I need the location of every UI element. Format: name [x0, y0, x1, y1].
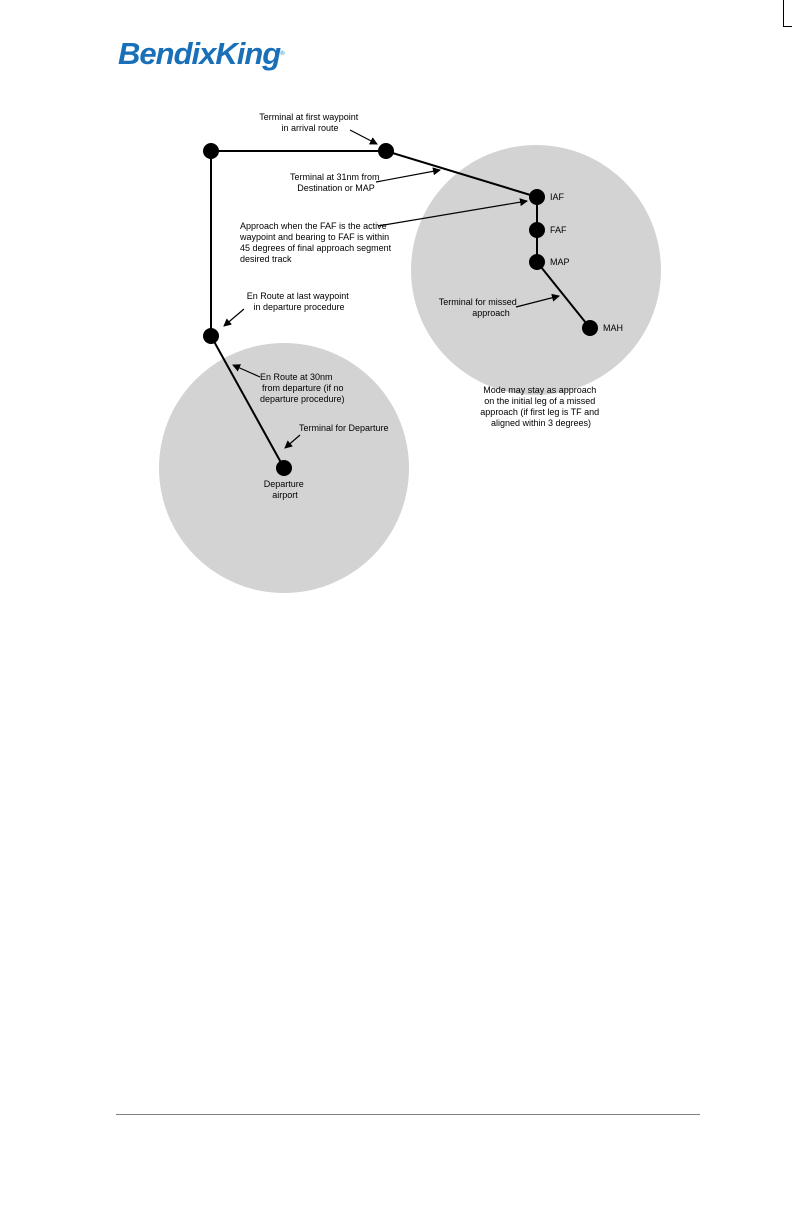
annotation-en-route-last-waypoint [247, 291, 352, 312]
waypoint-mah [582, 320, 598, 336]
label-departure-line-1: Departure [263, 479, 304, 489]
annotation-mode-stay-approach-line-1: Mode may stay as approach [483, 385, 597, 395]
annotation-terminal-31nm [290, 172, 382, 193]
annotation-en-route-30nm-line-2: from departure (if no [262, 383, 344, 393]
arrow-terminal-first-waypoint [350, 130, 377, 144]
brand-name: BendixKing [118, 36, 281, 71]
waypoint-arrival-first [378, 143, 394, 159]
annotation-mode-stay-approach-line-3: approach (if first leg is TF and [480, 407, 600, 417]
waypoint-departure-airport [276, 460, 292, 476]
annotation-mode-stay-approach-line-2: on the initial leg of a missed [484, 396, 596, 406]
annotation-terminal-first-waypoint-line-1: Terminal at first waypoint [259, 112, 359, 122]
annotation-en-route-last-waypoint-line-2: in departure procedure [253, 302, 345, 312]
label-faf: FAF [550, 225, 567, 235]
annotation-terminal-first-waypoint-line-2: in arrival route [281, 123, 339, 133]
waypoint-faf [529, 222, 545, 238]
annotation-mode-stay-approach [480, 385, 601, 428]
annotation-mode-stay-approach-line-4: aligned within 3 degrees) [490, 418, 592, 428]
annotation-terminal-first-waypoint [259, 112, 361, 133]
annotation-approach-faf-line-1: Approach when the FAF is the active [240, 221, 387, 231]
annotation-en-route-30nm [260, 372, 346, 404]
annotation-terminal-departure: Terminal for Departure [299, 423, 389, 433]
waypoint-map [529, 254, 545, 270]
destination-terminal-zone [411, 145, 661, 395]
annotation-approach-faf-line-4: desired track [240, 254, 292, 264]
waypoint-departure-last [203, 328, 219, 344]
annotation-terminal-31nm-line-2: Destination or MAP [297, 183, 375, 193]
label-iaf: IAF [550, 192, 565, 202]
annotation-approach-faf-line-3: 45 degrees of final approach segment [240, 243, 392, 253]
brand-mark: ® [280, 51, 284, 57]
footer-rule [116, 1114, 700, 1115]
annotation-terminal-missed-line-2: approach [472, 308, 510, 318]
label-mah: MAH [603, 323, 623, 333]
annotation-terminal-31nm-line-1: Terminal at 31nm from [289, 172, 380, 182]
label-departure-line-2: airport [272, 490, 298, 500]
annotation-en-route-30nm-line-1: En Route at 30nm [260, 372, 333, 382]
arrow-en-route-last-waypoint [224, 309, 244, 326]
arrow-terminal-31nm [376, 170, 440, 182]
annotation-approach-faf-line-2: waypoint and bearing to FAF is within [240, 232, 390, 242]
annotation-approach-faf [239, 221, 394, 264]
annotation-en-route-30nm-line-3: departure procedure) [260, 394, 345, 404]
waypoint-iaf [529, 189, 545, 205]
annotation-terminal-missed-line-1: Terminal for missed [438, 297, 517, 307]
label-map: MAP [550, 257, 570, 267]
annotation-en-route-last-waypoint-line-1: En Route at last waypoint [246, 291, 349, 301]
waypoint-arrival-corner [203, 143, 219, 159]
